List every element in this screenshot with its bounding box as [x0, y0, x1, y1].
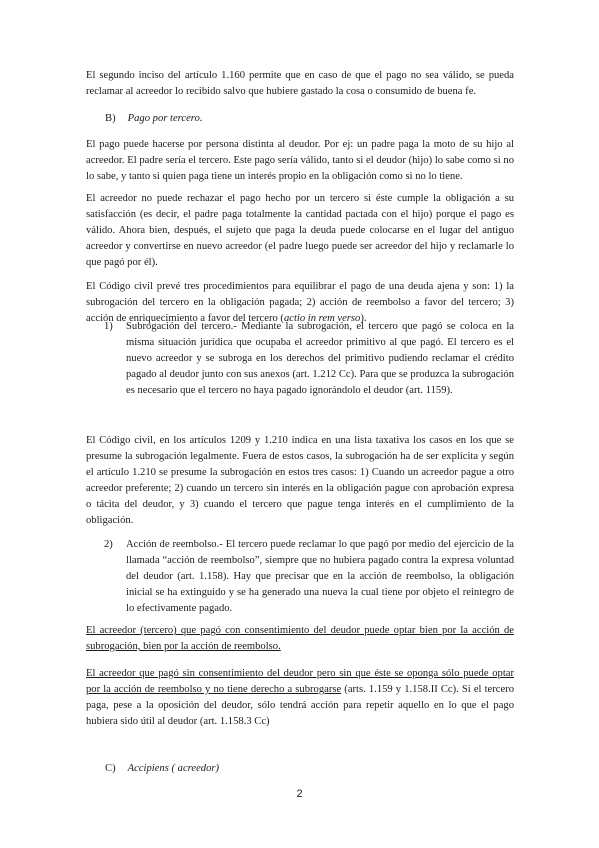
list-item-subrogation: Subrogación del tercero.- Mediante la subrogación, el tercero que pagó se coloca en la misma situación jurídica que ocupaba el acreedor primitivo al que pagó. El tercero es el nuevo acreedor y se subroga en los derechos del primitivo pudiendo reclamar el crédito pagado al deudor junto con sus anexos (art. 1.212 Cc). Para que se produzca la subrogación es necesario que el tercero no haya pagado ignorándolo el deudor (art. 1159). [126, 321, 514, 396]
section-heading-c [105, 761, 219, 777]
list-item-reimbursement: Acción de reembolso.- El tercero puede reclamar lo que pagó por medio del ejercicio de la llamada “acción de reembolso”, siempre que no hubiera pagado contra la expresa voluntad del deudor (art. 1.158). Hay que precisar que en la acción de reembolso, la obligación inicial se ha extinguido y se ha generado una nueva la cual tiene por objeto el reintegro de lo efectivamente pagado. [126, 539, 514, 614]
list-number-1: 1) [104, 321, 113, 332]
procedures-text: El Código civil prevé tres procedimientos para equilibrar el pago de una deuda ajena y son: 1) la subrogación del tercero en la obligación pagada; 2) acción de reembolso a favor del tercero; 3) acción de enriquecimiento a favor del tercero ( [86, 281, 514, 324]
paragraph-creditor-cannot-refuse: El acreedor no puede rechazar el pago hecho por un tercero si éste cumple la obligación a su satisfacción (es decir, el padre paga totalmente la cantidad pactada con el hijo) porque el pago es válido. Ahora bien, después, el sujeto que paga la deuda puede colocarse en el lugar del antiguo acreedor y convertirse en nuevo acreedor (el padre luego puede ser acreedor del hijo y reclamarle lo que pagó por él). [86, 193, 514, 268]
heading-title: Pago por tercero. [127, 113, 203, 124]
without-consent-rest: (arts. 1.159 y 1.158.II Cc). Si el tercero paga, pese a la oposición del deudor, sólo tendrá acción para repetir aquello en lo que el pago hubiera sido útil al deudor (art. 1.158.3 Cc) [86, 684, 514, 727]
procedures-latin-term: actio in rem verso [283, 313, 361, 324]
heading-letter: B) [105, 113, 116, 124]
paragraph-without-consent [86, 666, 514, 730]
list-number-2: 2) [104, 539, 113, 550]
paragraph-with-consent: El acreedor (tercero) que pagó con consentimiento del deudor puede optar bien por la acción de subrogación, bien por la acción de reembolso. [86, 625, 514, 652]
paragraph-invalid-payment: El segundo inciso del artículo 1.160 permite que en caso de que el pago no sea válido, se pueda reclamar al acreedor lo recibido salvo que hubiere gastado la cosa o consumido de buena fe. [86, 70, 514, 97]
heading-letter: C) [105, 763, 116, 774]
heading-title: Accipiens ( acreedor) [127, 763, 220, 774]
paragraph-presumed-subrogation: El Código civil, en los artículos 1209 y 1.210 indica en una lista taxativa los casos en los que se presume la subrogación legalmente. Fuera de estos casos, la subrogación ha de ser explícita y según el artículo 1.210 se presume la subrogación en estos tres casos: 1) Cuando un acreedor pague a otro acreedor preferente; 2) cuando un tercero sin interés en la obligación pague con aprobación expresa o tácita del deudor, y 3) cuando el tercero que pague tenga interés en el cumplimiento de la obligación. [86, 435, 514, 526]
page-number: 2 [296, 788, 303, 800]
procedures-end: ). [360, 313, 367, 324]
without-consent-underlined: El acreedor que pagó sin consentimiento del deudor pero sin que éste se oponga sólo puede optar por la acción de reembolso y no tiene derecho a subrogarse [86, 668, 514, 695]
section-heading-b [105, 111, 203, 127]
paragraph-third-party-payment: El pago puede hacerse por persona distinta al deudor. Por ej: un padre paga la moto de su hijo al acreedor. El padre sería el tercero. Este pago sería válido, tanto si el deudor (hijo) lo sabe como si no lo sabe, y tanto si quien paga tiene un interés propio en la obligación como si no lo tiene. [86, 139, 514, 182]
